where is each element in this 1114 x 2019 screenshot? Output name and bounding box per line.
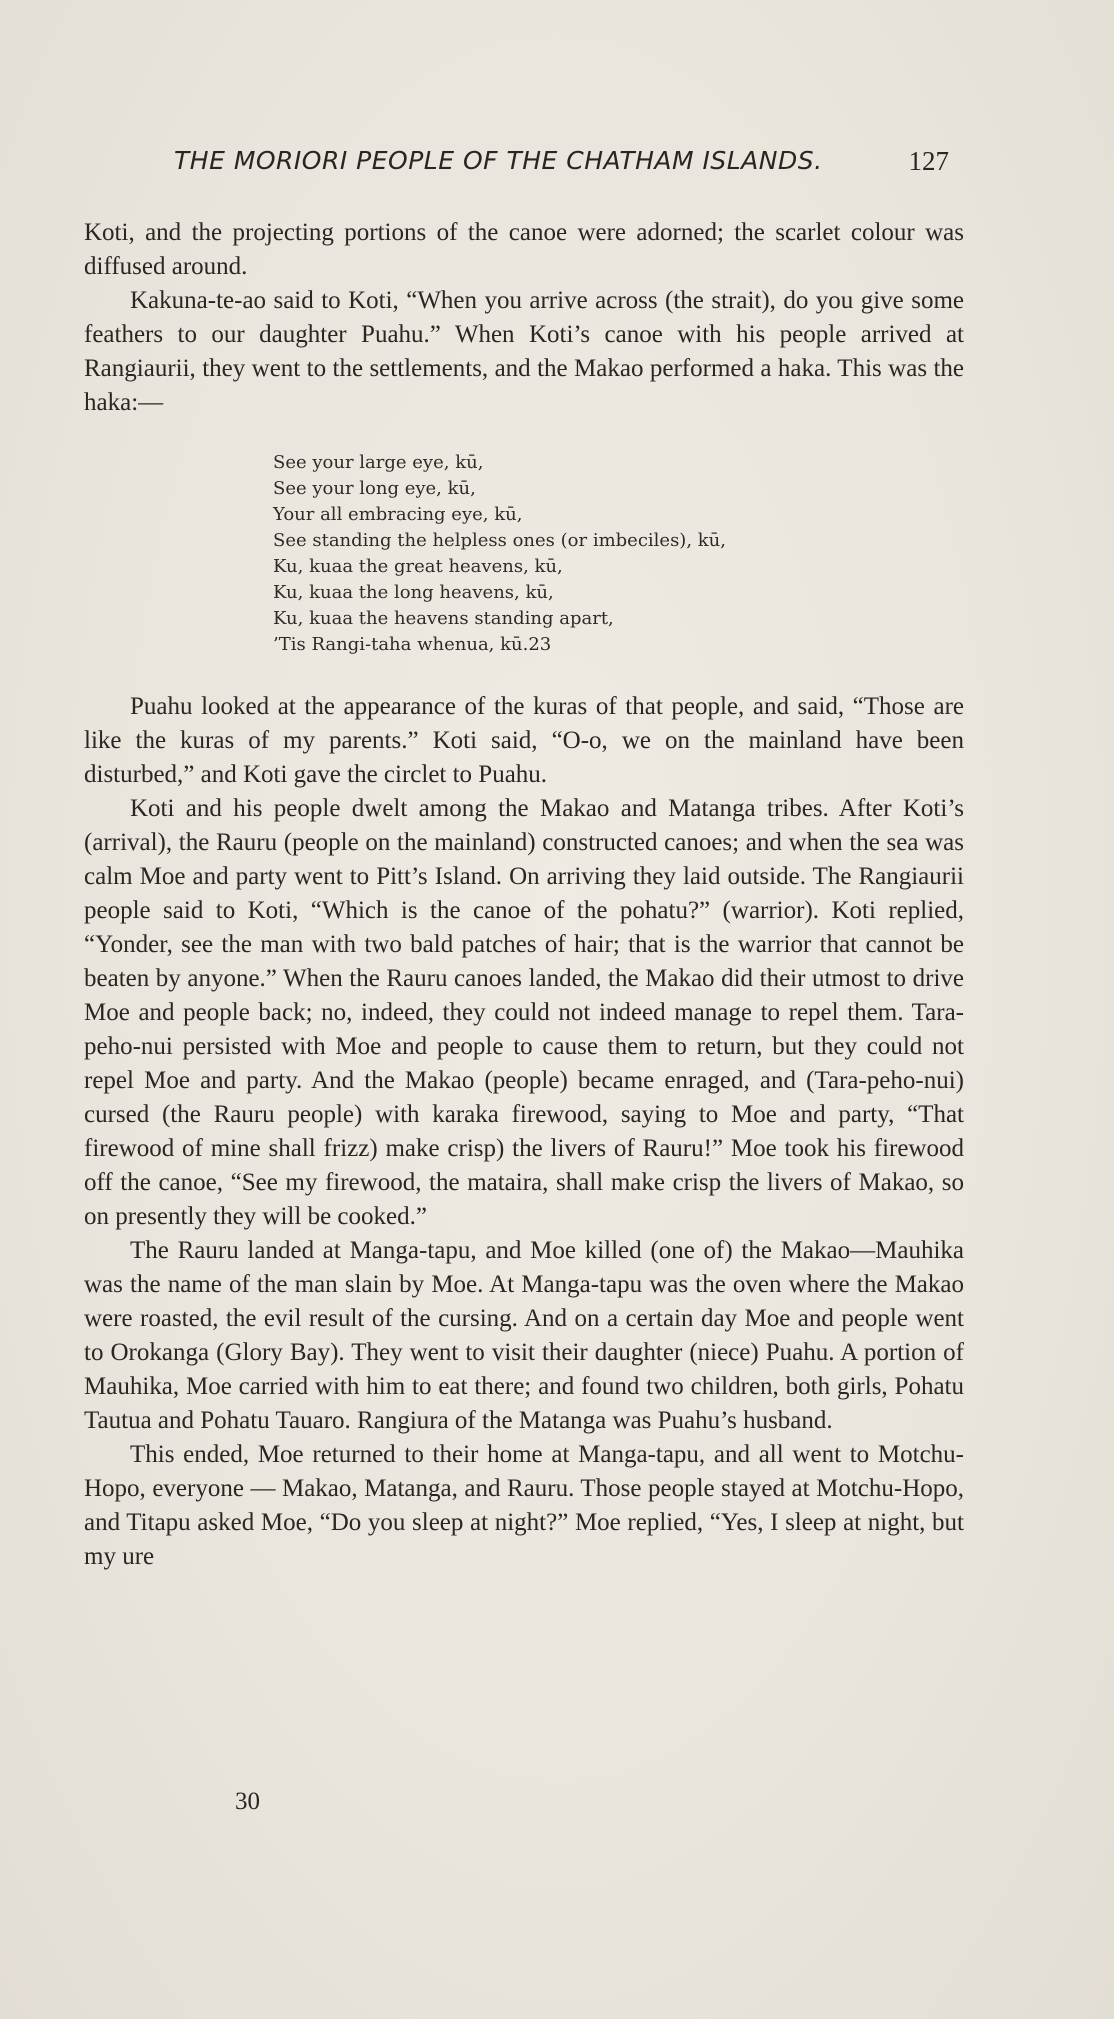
paragraph: The Rauru landed at Manga-tapu, and Moe killed (one of) the Makao—Mauhika was the name of the man slain by Moe. At Manga-tapu was the oven where the Makao were roasted, the evil result of the cursing. And on a certain day Moe and people went to Orokanga (Glory Bay). They went to visit their daughter (niece) Puahu. A portion of Mauhika, Moe carried with him to eat there; and found two children, both girls, Pohatu Tautua and Pohatu Tauaro. Rangiura of the Matanga was Puahu’s husband. (84, 1237, 964, 1434)
paragraph: Koti and his people dwelt among the Makao and Matanga tribes. After Koti’s (arrival), the Rauru (people on the mainland) constructed canoes; and when the sea was calm Moe and party went to Pitt’s Island. On arriving they laid outside. The Rangiaurii people said to Koti, “Which is the canoe of the pohatu?” (warrior). Koti replied, “Yonder, see the man with two bald patches of hair; that is the warrior that cannot be beaten by anyone.” When the Rauru canoes landed, the Makao did their utmost to drive Moe and people back; no, indeed, they could not indeed manage to repel them. Tara-peho-nui persisted with Moe and people to cause them to return, but they could not repel Moe and party. And the Makao (people) became enraged, and (Tara-peho-nui) cursed (the Rauru people) with karaka firewood, saying to Moe and party, “That firewood of mine shall frizz) make crisp) the livers of Rauru!” Moe took his firewood off the canoe, “See my firewood, the mataira, shall make crisp the livers of Makao, so on presently they will be cooked.” (84, 795, 964, 1230)
page-number: 127 (908, 146, 949, 176)
verse-line: See your long eye, kū, (273, 478, 476, 499)
verse-line: See your large eye, kū, (273, 452, 484, 473)
paragraph: Puahu looked at the appearance of the kuras of that people, and said, “Those are like the kuras of my parents.” Koti said, “O-o, we on the mainland have been disturbed,” and Koti gave the circlet to Puahu. (84, 693, 964, 788)
signature-mark: 30 (235, 1788, 260, 1815)
running-title: THE MORIORI PEOPLE OF THE CHATHAM ISLANDS. (174, 146, 823, 175)
verse-line: Ku, kuaa the heavens standing apart, (273, 608, 614, 629)
verse-line: Ku, kuaa the long heavens, kū, (273, 582, 554, 603)
verse-line: See standing the helpless ones (or imbeciles), kū, (273, 530, 726, 551)
verse-line: Your all embracing eye, kū, (273, 504, 523, 525)
haka-verse (273, 450, 964, 658)
verse-line: Ku, kuaa the great heavens, kū, (273, 556, 563, 577)
body-text (84, 216, 964, 1574)
verse-line: ’Tis Rangi-taha whenua, kū.23 (273, 634, 552, 655)
paragraph: Koti, and the projecting portions of the canoe were adorned; the scarlet colour was diffused around. (84, 219, 964, 280)
paragraph: Kakuna-te-ao said to Koti, “When you arrive across (the strait), do you give some feathers to our daughter Puahu.” When Koti’s canoe with his people arrived at Rangiaurii, they went to the settlements, and the Makao performed a haka. This was the haka:— (84, 287, 964, 416)
paragraph: This ended, Moe returned to their home at Manga-tapu, and all went to Motchu-Hopo, everyone — Makao, Matanga, and Rauru. Those people stayed at Motchu-Hopo, and Titapu asked Moe, “Do you sleep at night?” Moe replied, “Yes, I sleep at night, but my ure (84, 1441, 964, 1570)
page-header (174, 146, 949, 186)
